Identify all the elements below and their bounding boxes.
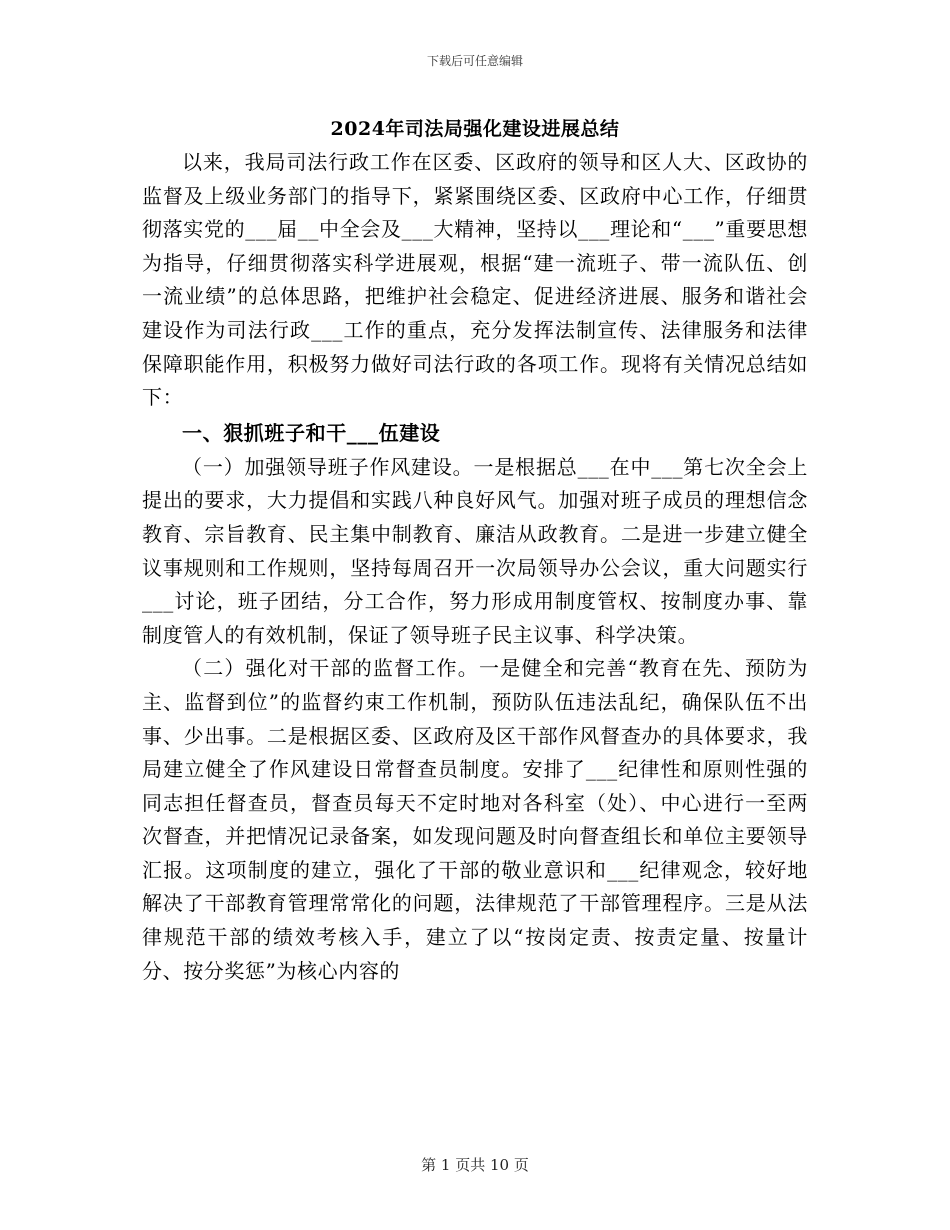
page-header-note: 下载后可任意编辑: [426, 54, 523, 68]
section-paragraph-1: （一）加强领导班子作风建设。一是根据总___在中___第七次全会上提出的要求，大力提倡和实践八种良好风气。加强对班子成员的理想信念教育、宗旨教育、民主集中制教育、廉洁从政教育。二是进一步建立健全议事规则和工作规则，坚持每周召开一次局领导办公会议，重大问题实行___讨论，班子团结，分工合作，努力形成用制度管权、按制度办事、靠制度管人的有效机制，保证了领导班子民主议事、科学决策。: [142, 454, 808, 647]
document-title: 2024年司法局强化建设进展总结: [330, 118, 620, 140]
section-heading: 一、狠抓班子和干___伍建设: [182, 420, 441, 445]
page-number: 第 1 页共 10 页: [421, 1156, 529, 1174]
intro-paragraph: 以来，我局司法行政工作在区委、区政府的领导和区人大、区政协的监督及上级业务部门的指导下，紧紧围绕区委、区政府中心工作，仔细贯彻落实党的___届__中全会及___大精神，坚持以___理论和“___”重要思想为指导，仔细贯彻落实科学进展观，根据“建一流班子、带一流队伍、创一流业绩”的总体思路，把维护社会稳定、促进经济进展、服务和谐社会建设作为司法行政___工作的重点，充分发挥法制宣传、法律服务和法律保障职能作用，积极努力做好司法行政的各项工作。现将有关情况总结如下：: [142, 150, 808, 410]
document-body: [142, 112, 808, 988]
section-paragraph-2: （二）强化对干部的监督工作。一是健全和完善“教育在先、预防为主、监督到位”的监督约束工作机制，预防队伍违法乱纪，确保队伍不出事、少出事。二是根据区委、区政府及区干部作风督查办的具体要求，我局建立健全了作风建设日常督查员制度。安排了___纪律性和原则性强的同志担任督查员，督查员每天不定时地对各科室（处）、中心进行一至两次督查，并把情况记录备案，如发现问题及时向督查组长和单位主要领导汇报。这项制度的建立，强化了干部的敬业意识和___纪律观念，较好地解决了干部教育管理常常化的问题，法律规范了干部管理程序。三是从法律规范干部的绩效考核入手，建立了以“按岗定责、按责定量、按量计分、按分奖惩”为核心内容的: [142, 656, 808, 983]
